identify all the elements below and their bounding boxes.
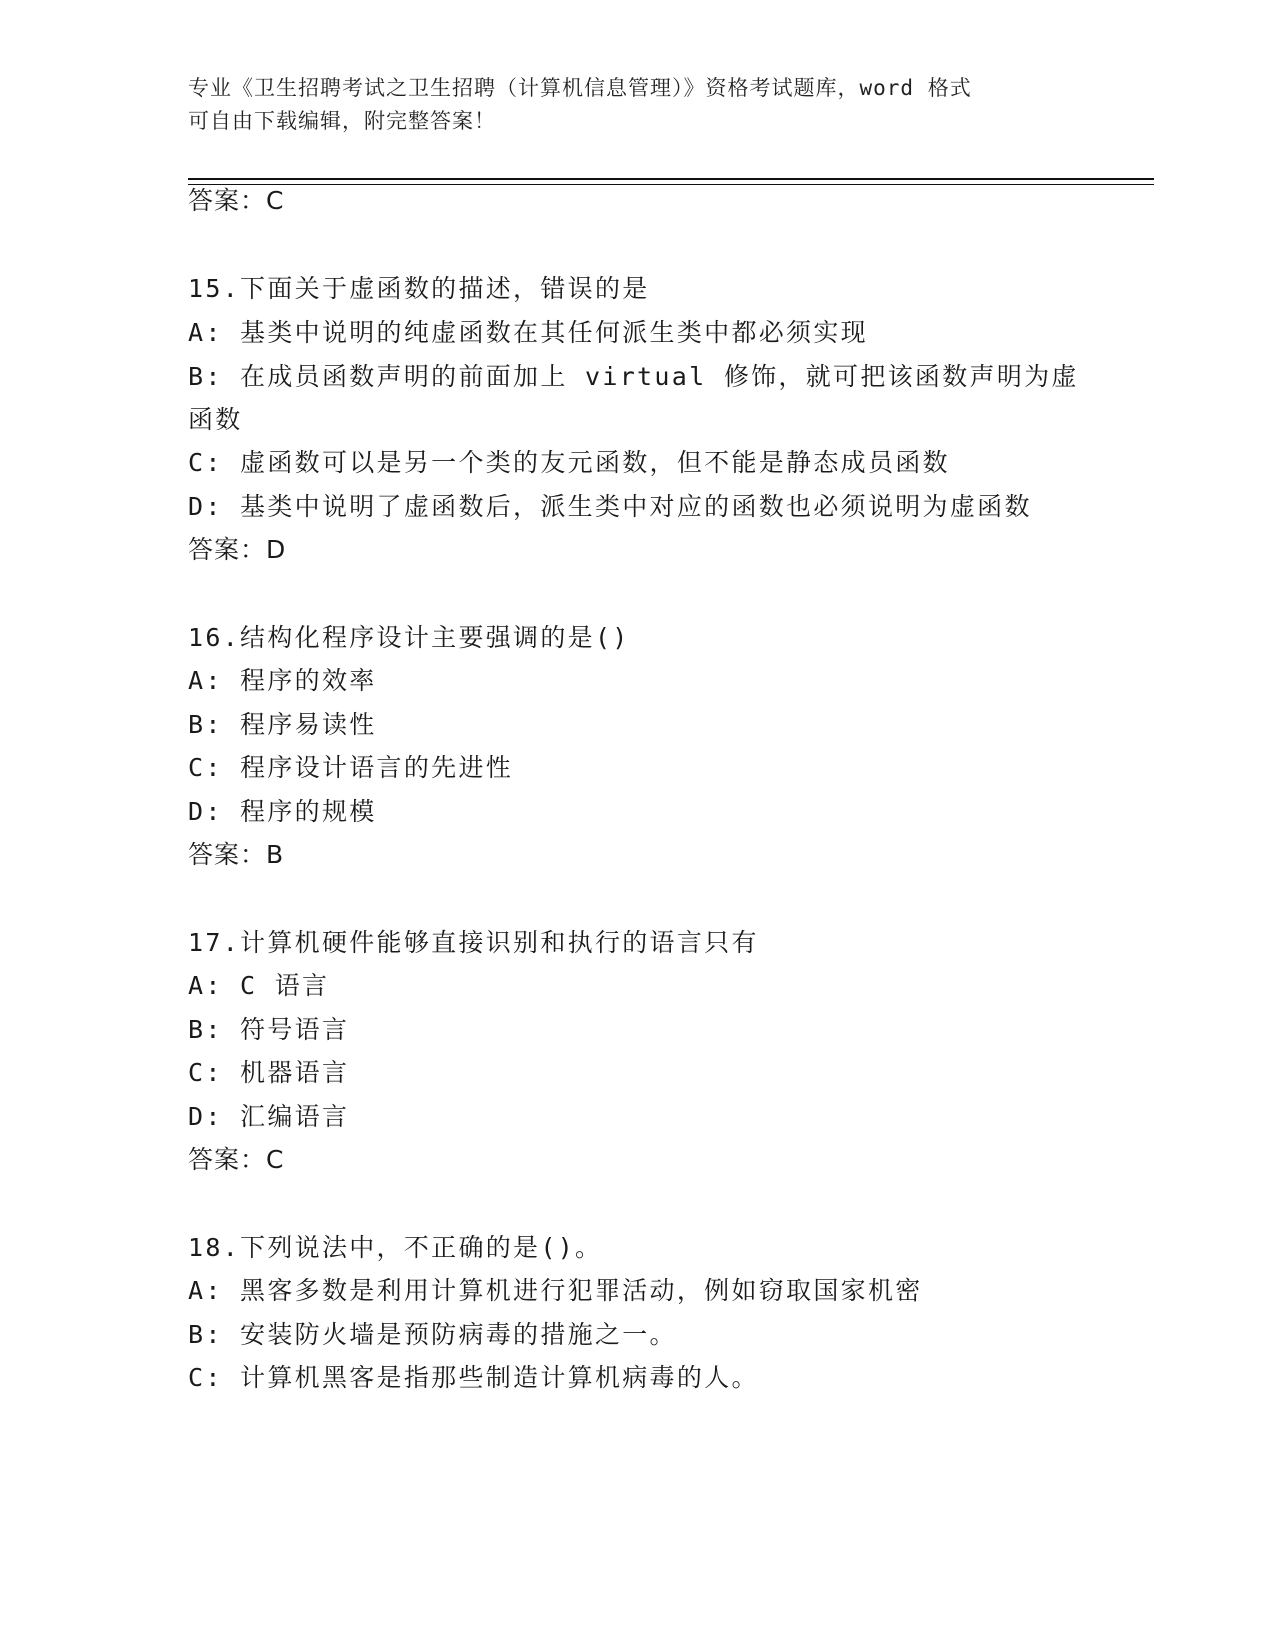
q17-stem: 17.计算机硬件能够直接识别和执行的语言只有: [188, 928, 759, 957]
q16-stem: 16.结构化程序设计主要强调的是(): [188, 623, 630, 652]
q15-option-b: B: 在成员函数声明的前面加上 virtual 修饰，就可把该函数声明为虚: [188, 362, 1079, 391]
header-line-1: 专业《卫生招聘考试之卫生招聘（计算机信息管理）》资格考试题库，word 格式: [188, 76, 972, 100]
q18-option-b: B: 安装防火墙是预防病毒的措施之一。: [188, 1320, 677, 1349]
header-rule-thin: [188, 184, 1154, 185]
q16-answer: 答案：B: [188, 840, 285, 869]
q17-option-a: A: C 语言: [188, 971, 330, 1000]
q16-option-b: B: 程序易读性: [188, 710, 377, 739]
q18-option-c: C: 计算机黑客是指那些制造计算机病毒的人。: [188, 1363, 759, 1392]
q15-option-c: C: 虚函数可以是另一个类的友元函数，但不能是静态成员函数: [188, 448, 950, 477]
q17-option-d: D: 汇编语言: [188, 1102, 350, 1131]
q18-option-a: A: 黑客多数是利用计算机进行犯罪活动，例如窃取国家机密: [188, 1276, 923, 1305]
q15-option-a: A: 基类中说明的纯虚函数在其任何派生类中都必须实现: [188, 318, 868, 347]
q15-stem: 15.下面关于虚函数的描述，错误的是: [188, 274, 650, 303]
q15-option-d: D: 基类中说明了虚函数后，派生类中对应的函数也必须说明为虚函数: [188, 492, 1032, 521]
q16-option-d: D: 程序的规模: [188, 797, 377, 826]
answer-previous: 答案：C: [188, 186, 285, 215]
q17-option-b: B: 符号语言: [188, 1015, 350, 1044]
header-line-2: 可自由下载编辑，附完整答案！: [188, 109, 496, 133]
q15-option-b-continued: 函数: [188, 405, 243, 434]
q17-answer: 答案：C: [188, 1145, 285, 1174]
header-rule-thick: [188, 178, 1154, 180]
q15-answer: 答案：D: [188, 535, 287, 564]
q16-option-c: C: 程序设计语言的先进性: [188, 753, 514, 782]
q18-stem: 18.下列说法中，不正确的是()。: [188, 1233, 603, 1262]
document-header: [188, 72, 1068, 138]
q16-option-a: A: 程序的效率: [188, 666, 377, 695]
q17-option-c: C: 机器语言: [188, 1058, 350, 1087]
